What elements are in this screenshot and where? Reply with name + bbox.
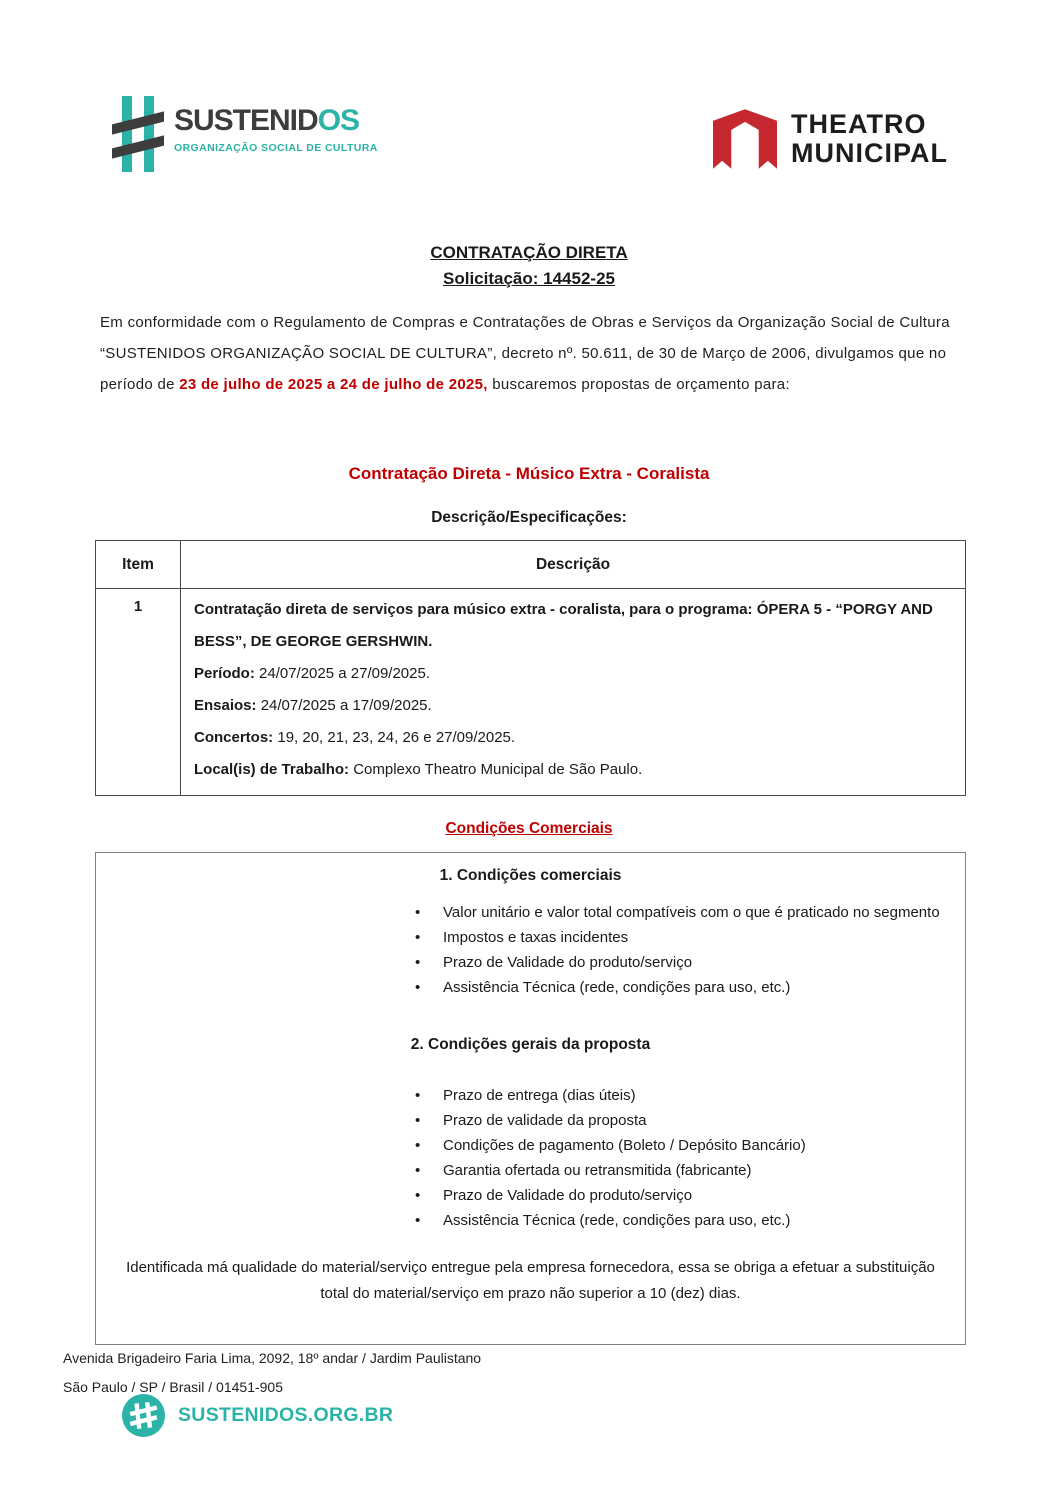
- intro-text-before: Em conformidade com o Regulamento de Compras e Contratações de Obras e Serviços da Organização Social de Cultura “SUSTENIDOS ORGANIZAÇÃO SOCIAL DE CULTURA”, decreto nº. 50.611, de 30 de Março de 2006, divulgamos que no período de: [100, 314, 950, 393]
- bullet-item: • Prazo de Validade do produto/serviço: [413, 950, 953, 975]
- section2-title: 2. Condições gerais da proposta: [410, 1036, 651, 1053]
- bullet-item: • Garantia ofertada ou retransmitida (fabricante): [413, 1158, 953, 1183]
- sustenidos-wordmark: [174, 106, 378, 136]
- bullet-item: • Condições de pagamento (Boleto / Depósito Bancário): [413, 1133, 953, 1158]
- spec-heading: Descrição/Especificações:: [431, 509, 627, 526]
- theatro-arch-icon: [713, 106, 777, 172]
- wordmark-accent: OS: [317, 104, 360, 137]
- sustenidos-tagline: ORGANIZAÇÃO SOCIAL DE CULTURA: [174, 142, 378, 154]
- section2-bullet-list: [413, 1083, 953, 1233]
- conditions-heading: Condições Comerciais: [445, 820, 613, 837]
- desc-line-local: Local(is) de Trabalho: Complexo Theatro Municipal de São Paulo.: [194, 761, 643, 778]
- intro-date-highlight: 23 de julho de 2025 a 24 de julho de 2025,: [179, 376, 488, 393]
- bullet-item: • Impostos e taxas incidentes: [413, 925, 953, 950]
- theatro-wordmark: [791, 110, 948, 168]
- conditions-box: [95, 852, 966, 1345]
- subject-heading: Contratação Direta - Músico Extra - Coralista: [348, 464, 710, 483]
- header-item: Item: [96, 541, 181, 589]
- footer-brand: [122, 1394, 393, 1437]
- intro-text-after: buscaremos propostas de orçamento para:: [487, 376, 790, 393]
- bullet-item: • Assistência Técnica (rede, condições para uso, etc.): [413, 1208, 953, 1233]
- quality-note: Identificada má qualidade do material/serviço entregue pela empresa fornecedora, essa se obriga a efetuar a substituição total do material/serviço em prazo não superior a 10 (dez) dias.: [126, 1259, 935, 1302]
- address-line1: Avenida Brigadeiro Faria Lima, 2092, 18º andar / Jardim Paulistano: [63, 1350, 482, 1366]
- table-header-row: [96, 541, 966, 589]
- spec-table: [95, 540, 966, 796]
- theatro-municipal-logo: [713, 106, 948, 172]
- section1-title: 1. Condições comerciais: [439, 867, 622, 884]
- footer-address: [63, 1344, 481, 1401]
- sustenidos-logo: [112, 92, 378, 176]
- table-row: [96, 589, 966, 796]
- hash-icon: [112, 92, 164, 176]
- theatro-line2: MUNICIPAL: [791, 138, 948, 168]
- item-number: 1: [96, 589, 181, 796]
- desc-line-ensaios: Ensaios: 24/07/2025 a 17/09/2025.: [194, 697, 432, 714]
- hash-circle-icon: [122, 1394, 165, 1437]
- section1-bullet-list: [413, 900, 953, 1000]
- theatro-line1: THEATRO: [791, 109, 927, 139]
- bullet-item: • Prazo de Validade do produto/serviço: [413, 1183, 953, 1208]
- desc-line-program: Contratação direta de serviços para músico extra - coralista, para o programa: ÓPERA 5 - “PORGY AND BESS”, DE GEORGE GERSHWIN.: [194, 601, 933, 650]
- footer-site-url: SUSTENIDOS.ORG.BR: [178, 1404, 394, 1426]
- header-descricao: Descrição: [181, 541, 966, 589]
- bullet-item: • Assistência Técnica (rede, condições para uso, etc.): [413, 975, 953, 1000]
- item-description: [181, 589, 966, 796]
- desc-line-concertos: Concertos: 19, 20, 21, 23, 24, 26 e 27/09/2025.: [194, 729, 516, 746]
- title-line2: Solicitação: 14452-25: [443, 269, 615, 288]
- title-line1: CONTRATAÇÃO DIRETA: [430, 243, 628, 262]
- intro-paragraph: [100, 307, 958, 400]
- bullet-item: • Prazo de entrega (dias úteis): [413, 1083, 953, 1108]
- desc-line-periodo: Período: 24/07/2025 a 27/09/2025.: [194, 665, 431, 682]
- bullet-item: • Valor unitário e valor total compatíveis com o que é praticado no segmento: [413, 900, 953, 925]
- wordmark-main: SUSTENID: [174, 104, 318, 137]
- document-title: [0, 240, 1058, 292]
- address-line2: São Paulo / SP / Brasil / 01451-905: [63, 1378, 283, 1395]
- bullet-item: • Prazo de validade da proposta: [413, 1108, 953, 1133]
